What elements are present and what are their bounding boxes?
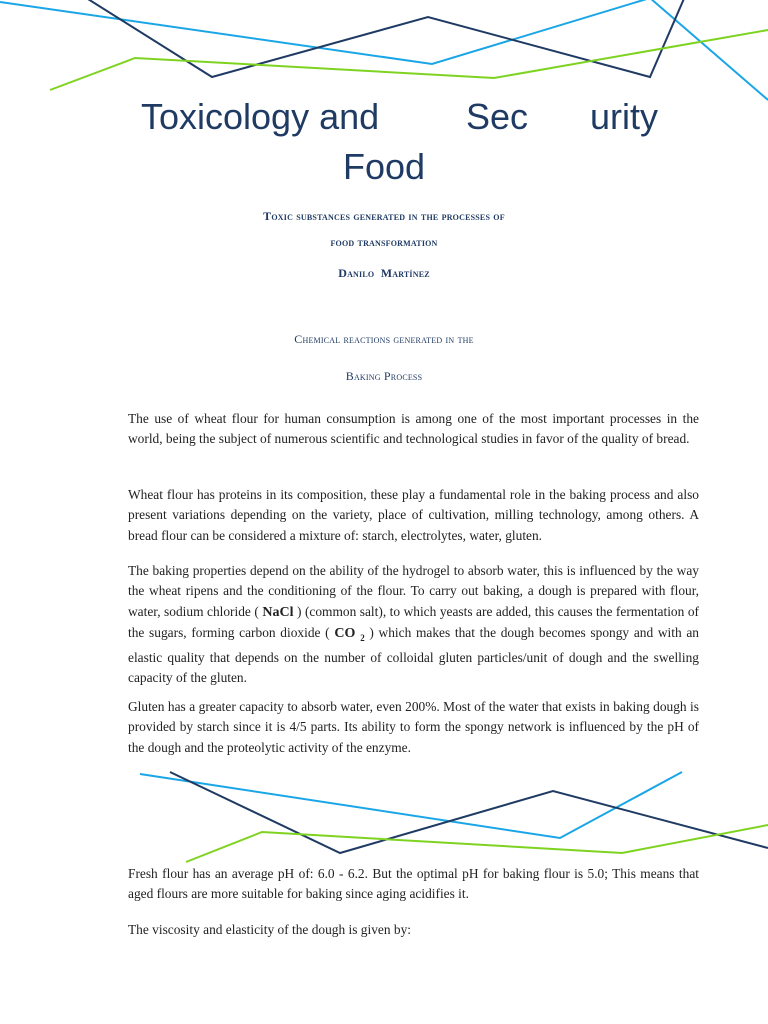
subtitle-line1: Toxic substances generated in the processes of [263, 209, 505, 223]
deco-line-green [50, 30, 768, 90]
section-heading-line2: Baking Process [345, 369, 423, 383]
deco-line-navy-mid [170, 772, 768, 853]
co2-formula [334, 626, 364, 641]
nacl-formula: NaCl [262, 604, 294, 620]
title-part-3: urity [590, 98, 659, 137]
paragraph-6: The viscosity and elasticity of the dough is given by: [128, 922, 412, 937]
deco-line-blue-mid [140, 772, 682, 838]
mid-decorative-lines [0, 770, 768, 865]
paragraph-1: The use of wheat flour for human consumption is among one of the most important processes in the world, being the subject of numerous scientific and technological studies in favor of the quality of bread. [128, 411, 699, 447]
section-heading-line1: Chemical reactions generated in the [294, 332, 474, 346]
deco-line-blue [0, 0, 768, 100]
title-part-2: Sec [466, 98, 529, 137]
subtitle-line2: food transformation [330, 235, 438, 249]
co-text: CO [334, 625, 356, 641]
p3-text-b: ) (common salt), to which yeasts are added, this causes the fermentation of the sugars, forming carbon dioxide ( [128, 603, 699, 640]
paragraph-5: Fresh flour has an average pH of: 6.0 - 6.2. But the optimal pH for baking flour is 5.0; This means that aged flours are more suitable for baking since aging acidifies it. [128, 866, 699, 902]
paragraph-3 [128, 561, 699, 689]
p3-text-a: The baking properties depend on the ability of the hydrogel to absorb water, this is influenced by the way the wheat ripens and the conditioning of the flour. To carry out baking, a dough is prepared with flour, water, sodium chloride ( [128, 563, 699, 619]
paragraph-2: Wheat flour has proteins in its composition, these play a fundamental role in the baking process and also present variations depending on the variety, place of cultivation, milling technology, among others. A bread flour can be considered a mixture of: starch, electrolytes, water, gluten. [128, 487, 699, 543]
document-title-line2: Food [342, 146, 426, 187]
document-title-line1 [0, 98, 768, 144]
p3-text-c: ) which makes that the dough becomes spongy and with an elastic quality that depends on the number of colloidal gluten particles/unit of dough and the swelling capacity of the gluten. [128, 624, 700, 686]
title-part-1: Toxicology and [141, 98, 380, 137]
paragraph-4: Gluten has a greater capacity to absorb water, even 200%. Most of the water that exists in baking dough is provided by starch since it is 4/5 parts. Its ability to form the spongy network is influenced by the pH of the dough and the proteolytic activity of the enzyme. [128, 699, 699, 755]
co2-subscript: 2 [360, 632, 365, 643]
deco-line-green-mid [186, 825, 768, 862]
deco-line-navy [80, 0, 686, 77]
author-name: Danilo Martínez [338, 266, 430, 280]
